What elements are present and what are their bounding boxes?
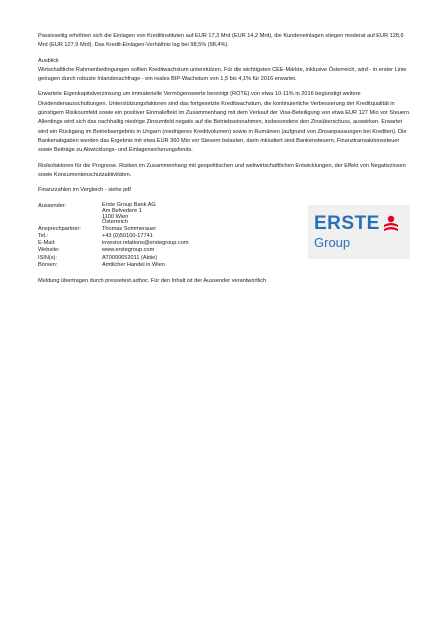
ansprechpartner-label: Ansprechpartner: (38, 225, 81, 232)
table-row (38, 233, 189, 240)
aussender-value (102, 203, 189, 225)
erste-s-icon (382, 215, 400, 240)
table-row (38, 262, 189, 269)
boersen-value: Amtlicher Handel in Wien (102, 261, 165, 268)
address-line: Erste Group Bank AG (102, 202, 156, 209)
aussender-label: Aussender: (38, 203, 67, 210)
isin-label: ISIN(s): (38, 254, 57, 261)
ansprechpartner-value: Thomas Sommerauer (102, 225, 157, 232)
contact-block (38, 203, 412, 269)
logo-subtitle: Group (314, 235, 351, 251)
table-row (38, 240, 189, 247)
paragraph-eigenkapitalverzinsung: Erwartete Eigenkapitalverzinsung um immaterielle Vermögenswerte bereinigt (ROTE) von etwa 10-11% in 2016 begünstigt weitere Dividendenausschüttungen. Unterstützungsfaktoren sind das fortgesetzte Kreditwachstum, die kontinuierliche Verbesserung der Kreditqualität in günstigem Risikoumfeld sowie ein positiver Einmaleffekt im Zusammenhang mit dem Verkauf der Visa-Beteiligung von etwa EUR 127 Mio vor Steuern. Allerdings wird sich das nachhaltig niedrige Zinsumfeld negativ auf die Betriebseinnahmen, insbesondere den Zinsüberschuss, auswirken. Erwartet wird ein Rückgang im Betriebsergebnis in Ungarn (niedrigeres Kreditvolumen) sowie in Rumänien (aufgrund von Zinsanpassungen bei Krediten). Die Bankenabgaben werden das Ergebnis mit etwa EUR 360 Mio vor Steuern belasten, darin inkludiert sind Bankensteuern, Finanztransaktionssteuer sowie Beiträge zu Abwicklungs- und Einlagensicherungsfonds. (38, 91, 411, 154)
erste-group-logo (308, 205, 410, 259)
table-row (38, 226, 189, 233)
table-row (38, 247, 189, 254)
address-line: Am Belvedere 1 (102, 208, 142, 215)
isin-value: AT0000652011 (Aktie) (102, 254, 158, 261)
contact-table (38, 203, 189, 269)
footer-notice: Meldung übertragen durch pressetext.adhoc. Für den Inhalt ist der Aussender verantwortlich. (38, 278, 268, 285)
boersen-label: Börsen: (38, 261, 58, 268)
email-link[interactable]: investor.relations@erstegroup.com (102, 240, 189, 247)
heading-ausblick: Ausblick (38, 57, 59, 64)
email-label: E-Mail: (38, 240, 56, 247)
tel-label: Tel.: (38, 233, 49, 240)
website-link[interactable]: www.erstegroup.com (102, 247, 155, 254)
paragraph-passivseitig: Passivseitig erhöhten sich die Einlagen von Kreditinstituten auf EUR 17,3 Mrd (EUR 14,2 Mrd), die Kundeneinlagen stiegen moderat auf EUR 128,6 Mrd (EUR 127,9 Mrd). Das Kredit-Einlagen-Verhältnis lag bei 98,5% (98,4%). (38, 33, 404, 49)
address-line: 1100 Wien (102, 213, 129, 220)
tel-value: +43 (0)50100-17741 (102, 233, 153, 240)
paragraph-finanzzahlen: Finanzzahlen im Vergleich - siehe pdf (38, 187, 131, 194)
table-row (38, 255, 189, 262)
paragraph-risikofaktoren: Risikofaktoren für die Prognose. Risiken im Zusammenhang mit geopolitischen und weltwirtschaftlichen Entwicklungen, der Effekt von Negativzinsen sowie Konsumentenschutzaktivitäten. (38, 162, 406, 178)
address-line: Österreich (102, 219, 128, 226)
website-label: Website: (38, 247, 60, 254)
logo-wordmark: ERSTE (314, 213, 380, 235)
paragraph-rahmenbedingungen: Wirtschaftliche Rahmenbedingungen sollten Kreditwachstum unterstützen. Für die wichtigsten CEE-Märkte, inklusive Österreich, wird - in erster Linie getragen durch robuste Inlandsnachfrage - ein reales BIP-Wachstum von 1,5 bis 4,1% für 2016 erwartet. (38, 66, 407, 83)
table-row (38, 203, 189, 225)
document-page (38, 32, 412, 286)
